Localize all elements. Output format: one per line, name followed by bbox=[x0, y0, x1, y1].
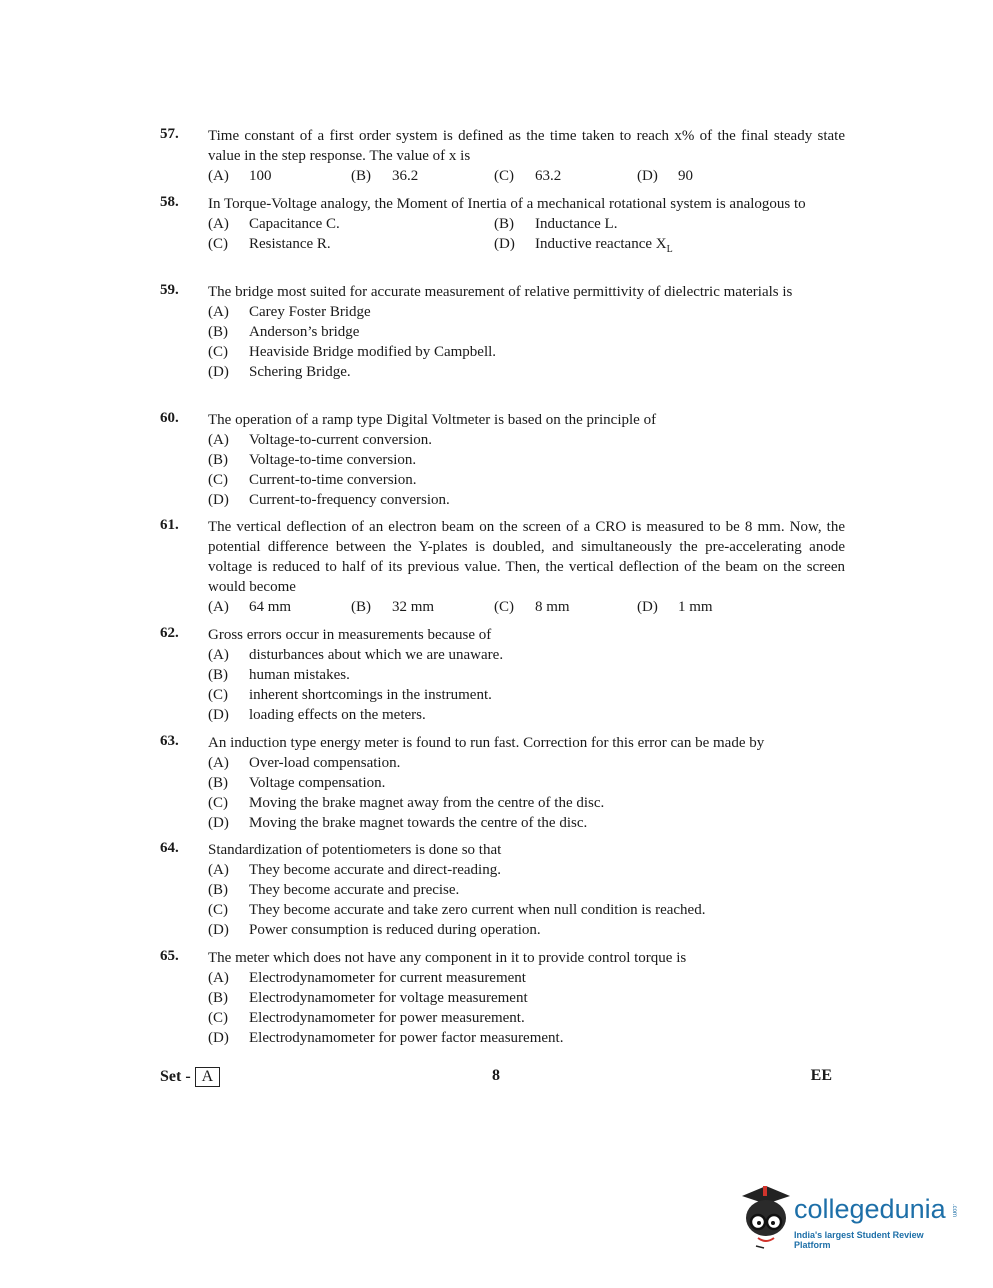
page-footer bbox=[160, 1065, 832, 1089]
set-label: Set - A bbox=[160, 1067, 220, 1087]
option-d: (D) Inductive reactance $X_L$ bbox=[494, 236, 673, 255]
option-a: (A) Carey Foster Bridge bbox=[208, 304, 371, 320]
mascot-icon bbox=[736, 1182, 794, 1252]
question-65 bbox=[160, 948, 845, 1048]
question-stem: The bridge most suited for accurate measurement of relative permittivity of dielectric materials is bbox=[208, 284, 793, 300]
option-d: (D) Moving the brake magnet towards the centre of the disc. bbox=[208, 815, 588, 831]
options-row bbox=[208, 234, 845, 260]
question-stem: Standardization of potentiometers is done so that bbox=[208, 842, 502, 858]
option-a: (A) Electrodynamometer for current measurement bbox=[208, 970, 526, 986]
question-stem: The vertical deflection of an electron beam on the screen of a CRO is measured to be 8 mm. Now, the potential difference between the Y-plates is doubled, and simultaneously the pre-accelerating anode voltage is reduced to half of its previous value. Then, the vertical deflection of the beam on the screen would become bbox=[208, 519, 845, 595]
question-59 bbox=[160, 282, 845, 382]
option-b: (B) Anderson’s bridge bbox=[208, 324, 360, 340]
option-d: (D) 90 bbox=[637, 168, 693, 184]
option-b: (B) They become accurate and precise. bbox=[208, 882, 460, 898]
option-c: (C) Electrodynamometer for power measurement. bbox=[208, 1010, 525, 1026]
logo-wordmark: collegedunia bbox=[794, 1194, 946, 1224]
question-stem: The meter which does not have any component in it to provide control torque is bbox=[208, 950, 687, 966]
question-number: 63. bbox=[160, 733, 179, 749]
question-number: 64. bbox=[160, 840, 179, 856]
option-b: (B) human mistakes. bbox=[208, 667, 350, 683]
question-62 bbox=[160, 625, 845, 725]
option-c: (C) Moving the brake magnet away from the centre of the disc. bbox=[208, 795, 605, 811]
option-d: (D) loading effects on the meters. bbox=[208, 707, 426, 723]
option-d: (D) 1 mm bbox=[637, 599, 713, 615]
option-a: (A) Over-load compensation. bbox=[208, 755, 401, 771]
option-a: (A) Capacitance C. bbox=[208, 216, 340, 232]
question-58 bbox=[160, 194, 845, 260]
paper-code: EE bbox=[810, 1067, 832, 1084]
question-stem: In Torque-Voltage analogy, the Moment of Inertia of a mechanical rotational system is analogous to bbox=[208, 196, 806, 212]
option-a: (A) They become accurate and direct-reading. bbox=[208, 862, 501, 878]
options-row bbox=[208, 597, 845, 617]
set-box: A bbox=[195, 1067, 221, 1087]
question-57 bbox=[160, 126, 845, 186]
page-number: 8 bbox=[492, 1067, 500, 1084]
option-c: (C) Current-to-time conversion. bbox=[208, 472, 417, 488]
option-b: (B) Voltage compensation. bbox=[208, 775, 386, 791]
question-number: 60. bbox=[160, 410, 179, 426]
option-c: (C) inherent shortcomings in the instrument. bbox=[208, 687, 492, 703]
question-number: 57. bbox=[160, 126, 179, 142]
question-60 bbox=[160, 410, 845, 510]
question-number: 59. bbox=[160, 282, 179, 298]
option-c: (C) They become accurate and take zero current when null condition is reached. bbox=[208, 902, 706, 918]
question-number: 65. bbox=[160, 948, 179, 964]
question-61 bbox=[160, 517, 845, 617]
option-a: (A) Voltage-to-current conversion. bbox=[208, 432, 432, 448]
options-row bbox=[208, 166, 845, 186]
option-b: (B) Voltage-to-time conversion. bbox=[208, 452, 417, 468]
logo-tagline: India's largest Student Review Platform bbox=[794, 1230, 924, 1250]
option-c: (C) Heaviside Bridge modified by Campbell. bbox=[208, 344, 497, 360]
options-row bbox=[208, 214, 845, 234]
logo-com: .com bbox=[951, 1204, 957, 1218]
option-d: (D) Schering Bridge. bbox=[208, 364, 351, 380]
question-number: 58. bbox=[160, 194, 179, 210]
option-b: (B) 32 mm bbox=[351, 599, 435, 615]
question-stem: Time constant of a first order system is defined as the time taken to reach x% of the final steady state value in the step response. The value of x is bbox=[208, 128, 845, 164]
option-b: (B) Electrodynamometer for voltage measurement bbox=[208, 990, 528, 1006]
option-b: (B) 36.2 bbox=[351, 168, 419, 184]
question-number: 62. bbox=[160, 625, 179, 641]
option-d: (D) Power consumption is reduced during operation. bbox=[208, 922, 541, 938]
option-d: (D) Current-to-frequency conversion. bbox=[208, 492, 450, 508]
option-a: (A) 64 mm bbox=[208, 599, 292, 615]
question-stem: Gross errors occur in measurements because of bbox=[208, 627, 492, 643]
option-c: (C) 8 mm bbox=[494, 599, 570, 615]
question-64 bbox=[160, 840, 845, 940]
option-c: (C) Resistance R. bbox=[208, 236, 331, 252]
option-a: (A) 100 bbox=[208, 168, 272, 184]
question-number: 61. bbox=[160, 517, 179, 533]
question-stem: The operation of a ramp type Digital Voltmeter is based on the principle of bbox=[208, 412, 657, 428]
option-d: (D) Electrodynamometer for power factor measurement. bbox=[208, 1030, 564, 1046]
question-stem: An induction type energy meter is found to run fast. Correction for this error can be made by bbox=[208, 735, 765, 751]
option-b: (B) Inductance L. bbox=[494, 216, 618, 232]
option-a: (A) disturbances about which we are unaware. bbox=[208, 647, 504, 663]
collegedunia-logo bbox=[736, 1182, 961, 1252]
option-c: (C) 63.2 bbox=[494, 168, 562, 184]
question-63 bbox=[160, 733, 845, 833]
